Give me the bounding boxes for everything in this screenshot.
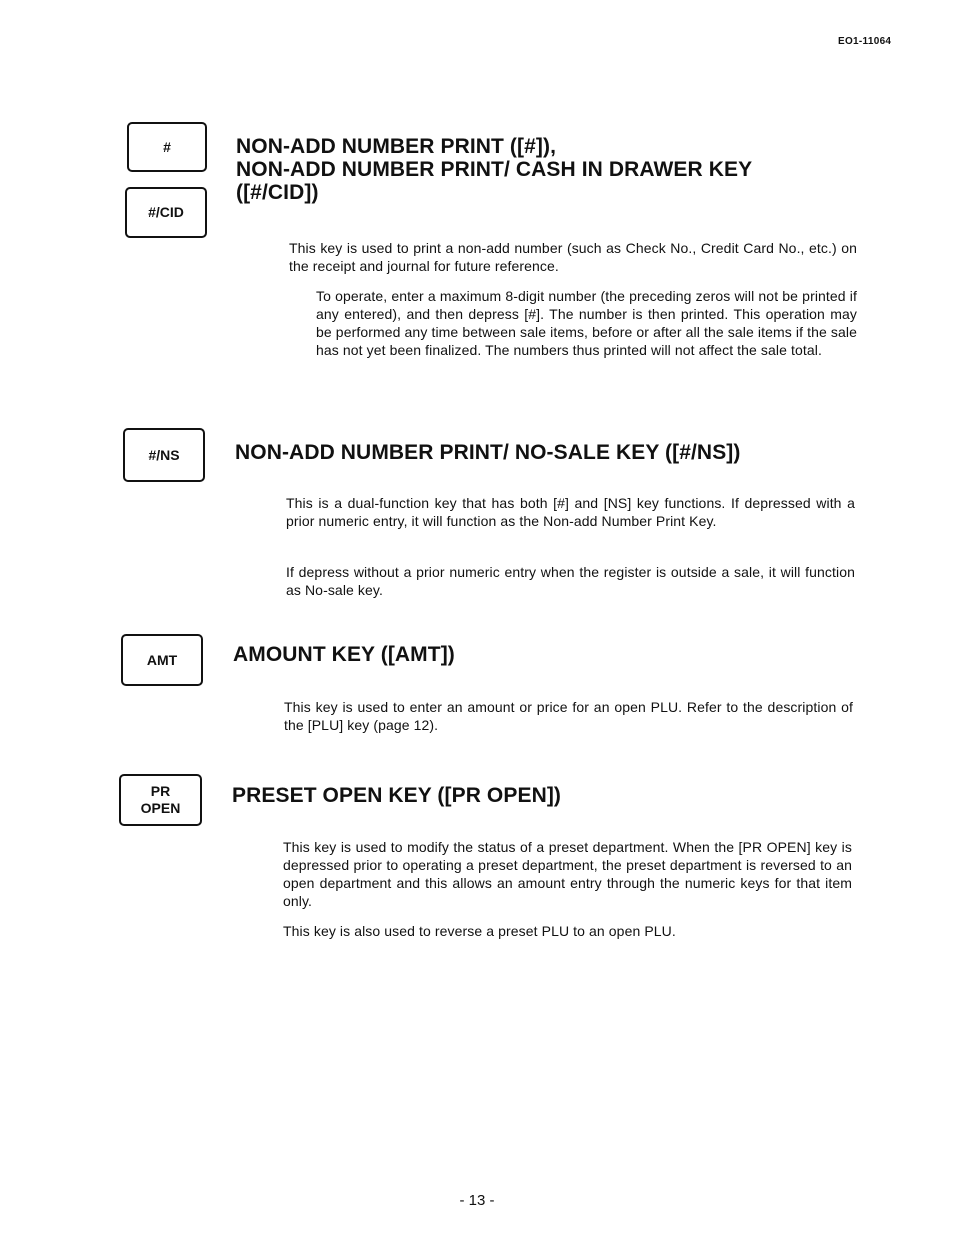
section2-paragraph-1: This is a dual-function key that has both [#] and [NS] key functions. If depressed with a prior numeric entry, it will function as the Non-add Number Print Key. (286, 495, 855, 529)
hash-ns-key-label: #/NS (148, 446, 180, 463)
pr-open-key-icon (119, 774, 202, 826)
section-heading-amount-key: AMOUNT KEY ([AMT]) (233, 643, 455, 666)
heading-line-2: NON-ADD NUMBER PRINT/ CASH IN DRAWER KEY (236, 158, 753, 181)
hash-cid-key-label: #/CID (148, 204, 184, 220)
amt-key-label: AMT (146, 651, 178, 668)
pr-open-key-line-1: PR (150, 783, 171, 799)
hash-cid-key-icon (125, 187, 207, 238)
section1-paragraph-2: To operate, enter a maximum 8-digit number (the preceding zeros will not be printed if any entered), and then depress [#]. The number is then printed. This operation may be performed any time between sale items, before or after all the sale items if the sale has not yet been finalized. The numbers thus printed will not affect the sale total. (316, 288, 857, 358)
section-heading-preset-open: PRESET OPEN KEY ([PR OPEN]) (232, 784, 562, 807)
page-number: - 13 - (459, 1192, 495, 1209)
section1-paragraph-1: This key is used to print a non-add number (such as Check No., Credit Card No., etc.) on the receipt and journal for future reference. (289, 240, 857, 274)
section2-paragraph-2: If depress without a prior numeric entry when the register is outside a sale, it will function as No-sale key. (286, 564, 855, 598)
hash-key-icon (127, 122, 207, 172)
section4-paragraph-1: This key is used to modify the status of a preset department. When the [PR OPEN] key is depressed prior to operating a preset department, the preset department is reversed to an open department and this allows an amount entry through the numeric keys for that item only. (283, 839, 852, 909)
section-heading-no-sale: NON-ADD NUMBER PRINT/ NO-SALE KEY ([#/NS]) (235, 441, 741, 464)
hash-ns-key-icon (123, 428, 205, 482)
hash-key-label: # (163, 138, 171, 155)
document-code: EO1-11064 (838, 36, 892, 47)
heading-line-3: ([#/CID]) (236, 181, 319, 204)
section4-paragraph-2: This key is also used to reverse a preset PLU to an open PLU. (283, 923, 676, 939)
amt-key-icon (121, 634, 203, 686)
pr-open-key-line-2: OPEN (140, 800, 181, 816)
pr-open-key-label (141, 783, 181, 817)
heading-line-1: NON-ADD NUMBER PRINT ([#]), (236, 135, 557, 158)
section3-paragraph-1: This key is used to enter an amount or price for an open PLU. Refer to the description of the [PLU] key (page 12). (284, 699, 853, 733)
section-heading-non-add-print (236, 135, 752, 204)
